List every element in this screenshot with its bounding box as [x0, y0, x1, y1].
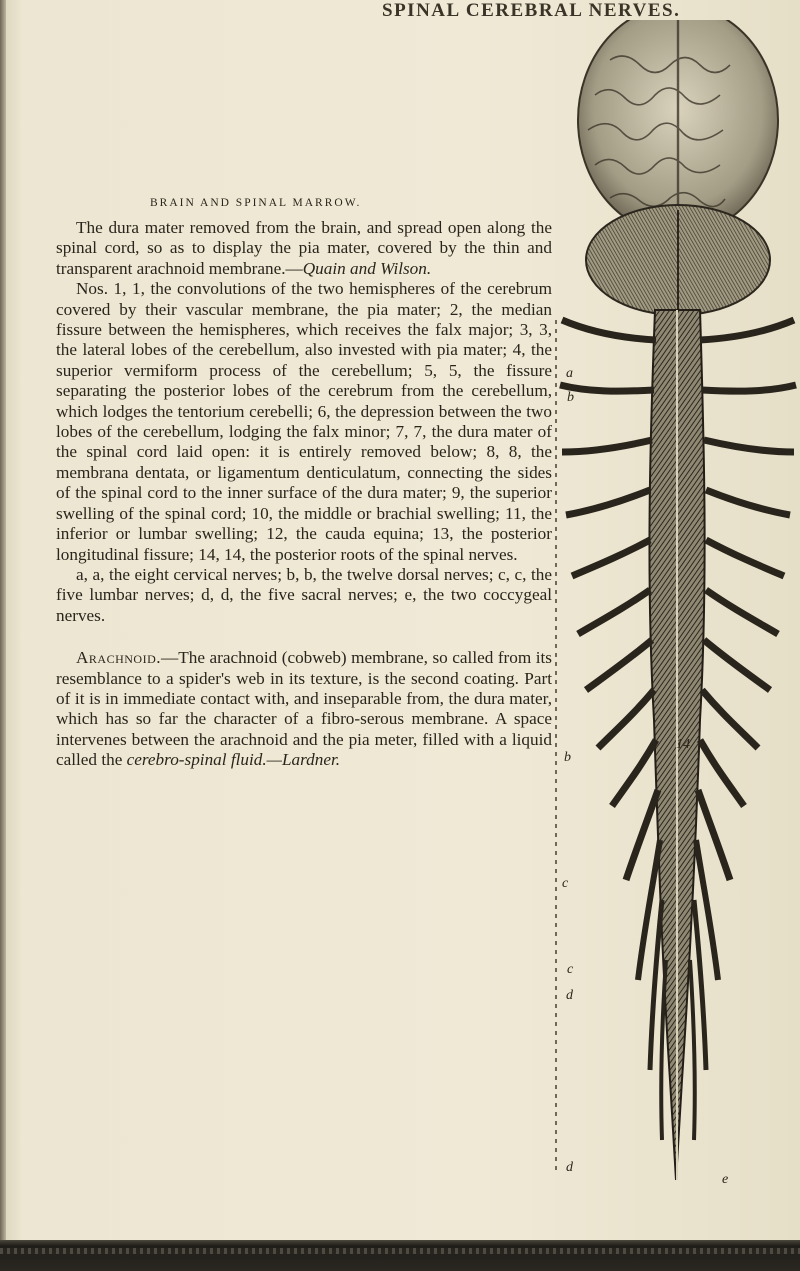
- caption-text: The dura mater removed from the brain, and spread open along the spinal cord, so as to display the pia mater, covered by the thin and transparent arachnoid membrane.—: [56, 218, 552, 278]
- cerebrum-drawing: [578, 20, 778, 315]
- label-d-lower: d: [566, 1160, 573, 1175]
- body-text-column: [56, 218, 552, 771]
- label-14: 14: [676, 737, 690, 752]
- label-d-upper: d: [566, 988, 573, 1003]
- running-head: SPINAL CEREBRAL NERVES.: [382, 0, 681, 21]
- paragraph-arachnoid: [56, 648, 552, 770]
- label-e: e: [722, 1172, 729, 1187]
- paragraph-lettered-key: a, a, the eight cervical nerves; b, b, the twelve dorsal nerves; c, c, the five lumbar nerves; d, d, the five sacral nerves; e, the two coccygeal nerves.: [56, 564, 552, 625]
- paragraph-numbered-key: Nos. 1, 1, the convolutions of the two hemispheres of the cerebrum covered by their vascular membrane, the pia mater; 2, the median fissure between the hemispheres, which receives the falx major; 3, 3, the lateral lobes of the cerebellum, also invested with pia mater; 4, the superior vermiform process of the cerebellum; 5, 5, the fissure separating the posterior lobes of the cerebrum from the cerebellum, which lodges the tentorium cerebelli; 6, the depression between the two lobes of the cerebellum, lodging the falx minor; 7, 7, the dura mater of the spinal cord laid open: it is entirely removed below; 8, 8, the membrana dentata, or ligamentum denticulatum, connecting the sides of the spinal cord to the inner surface of the dura mater; 9, the superior swelling of the spinal cord; 10, the middle or brachial swelling; 11, the inferior or lumbar swelling; 12, the cauda equina; 13, the posterior longitudinal fissure; 14, 14, the posterior roots of the spinal nerves.: [56, 279, 552, 564]
- page-gutter-edge: [0, 0, 6, 1271]
- label-c-upper: c: [562, 876, 569, 891]
- arachnoid-citation: .—Lardner.: [262, 750, 341, 770]
- arachnoid-term: Arachnoid.: [76, 648, 162, 668]
- arachnoid-text: —The arachnoid (cobweb) membrane, so called from its resemblance to a spider's web in its texture, is the second coating. Part of it is in immediate contact with, and inseparable from, the dura mater, which has so far the character of a fibro-serous membrane. A space intervenes between the arachnoid and the pia meter, filled with a liquid called the: [56, 648, 552, 770]
- label-a: a: [566, 366, 573, 381]
- paragraph-figure-caption: [56, 218, 552, 279]
- spinal-cord-illustration: [550, 20, 800, 1240]
- arachnoid-italic-term: cerebro-spinal fluid: [126, 750, 263, 770]
- caption-citation: Quain and Wilson.: [302, 258, 432, 278]
- label-b-lower: b: [564, 750, 571, 765]
- label-b-upper: b: [567, 390, 574, 405]
- page-bottom-edge: [0, 1240, 800, 1271]
- section-heading: BRAIN AND SPINAL MARROW.: [150, 197, 362, 209]
- label-c-lower: c: [567, 962, 574, 977]
